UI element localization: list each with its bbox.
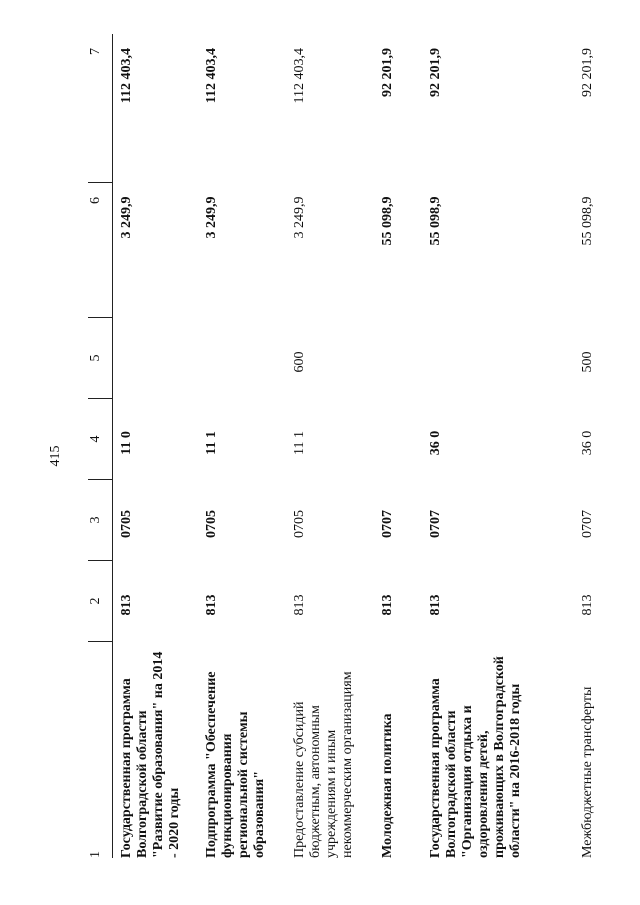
- header-col-4: 4: [88, 399, 113, 480]
- row-col-3: 0707: [428, 510, 443, 538]
- row-col-5: [198, 318, 286, 399]
- table-row: [113, 34, 199, 858]
- row-col-6: 55 098,9: [428, 196, 443, 246]
- row-name: Молодежная политика: [380, 713, 395, 858]
- page-number: 415: [48, 445, 63, 467]
- header-row: [88, 34, 113, 858]
- row-col-6: 3 249,9: [292, 196, 307, 239]
- row-col-4: [374, 399, 422, 480]
- row-col-3: 0707: [580, 510, 595, 538]
- table-row: [422, 34, 574, 858]
- header-col-3: 3: [88, 480, 113, 561]
- row-col-4: 11 0: [119, 431, 134, 455]
- row-col-2: 813: [119, 594, 134, 616]
- row-col-6: 55 098,9: [580, 196, 595, 246]
- row-col-2: 813: [292, 594, 307, 616]
- header-col-7: 7: [88, 34, 113, 183]
- row-name: Государственная программа Волгоградской области "Развитие образования" на 2014 - 2020 годы: [119, 651, 182, 858]
- header-col-5: 5: [88, 318, 113, 399]
- row-col-5: [113, 318, 199, 399]
- row-col-3: 0707: [380, 510, 395, 538]
- row-col-6: 3 249,9: [204, 196, 219, 239]
- header-col-1: 1: [88, 642, 113, 859]
- row-col-5: 500: [580, 351, 595, 373]
- table-row: [286, 34, 374, 858]
- row-col-5: [374, 318, 422, 399]
- table-row: [374, 34, 422, 858]
- table-row: [574, 34, 614, 858]
- row-col-3: 0705: [119, 510, 134, 538]
- row-col-4: 36 0: [428, 430, 443, 456]
- row-col-4: 11 1: [292, 431, 307, 455]
- budget-table-rotated: [88, 48, 612, 858]
- row-col-7: 92 201,9: [380, 48, 395, 97]
- row-col-2: 813: [380, 594, 395, 616]
- header-col-6: 6: [88, 183, 113, 318]
- row-col-3: 0705: [292, 510, 307, 538]
- row-col-7: 112 403,4: [119, 48, 134, 104]
- row-col-2: 813: [204, 594, 219, 616]
- header-col-2: 2: [88, 561, 113, 642]
- table-body: [113, 34, 615, 858]
- row-col-5: [422, 318, 574, 399]
- row-col-4: 36 0: [580, 430, 595, 456]
- row-col-7: 92 201,9: [580, 48, 595, 97]
- row-name: Предоставление субсидий бюджетным, автономным учреждениям и иным некоммерческим организациям: [292, 671, 355, 858]
- row-col-6: 3 249,9: [119, 196, 134, 239]
- row-col-3: 0705: [204, 510, 219, 538]
- row-col-2: 813: [580, 594, 595, 616]
- row-col-6: 55 098,9: [380, 196, 395, 246]
- row-col-4: 11 1: [204, 431, 219, 455]
- row-col-5: 600: [292, 351, 307, 373]
- table-header: [88, 34, 113, 858]
- budget-table: [88, 34, 614, 858]
- row-name: Межбюджетные трансферты: [580, 686, 595, 858]
- row-name: Государственная программа Волгоградской области "Организация отдыха и оздоровления детей, проживающих в Волгоградской области" на 2016-2018 годы: [428, 656, 523, 858]
- row-name: Подпрограмма "Обеспечение функционирования региональной системы образования": [204, 671, 267, 858]
- row-col-2: 813: [428, 594, 443, 616]
- row-col-7: 112 403,4: [204, 48, 219, 104]
- row-col-7: 92 201,9: [428, 48, 443, 97]
- row-col-7: 112 403,4: [292, 48, 307, 104]
- table-row: [198, 34, 286, 858]
